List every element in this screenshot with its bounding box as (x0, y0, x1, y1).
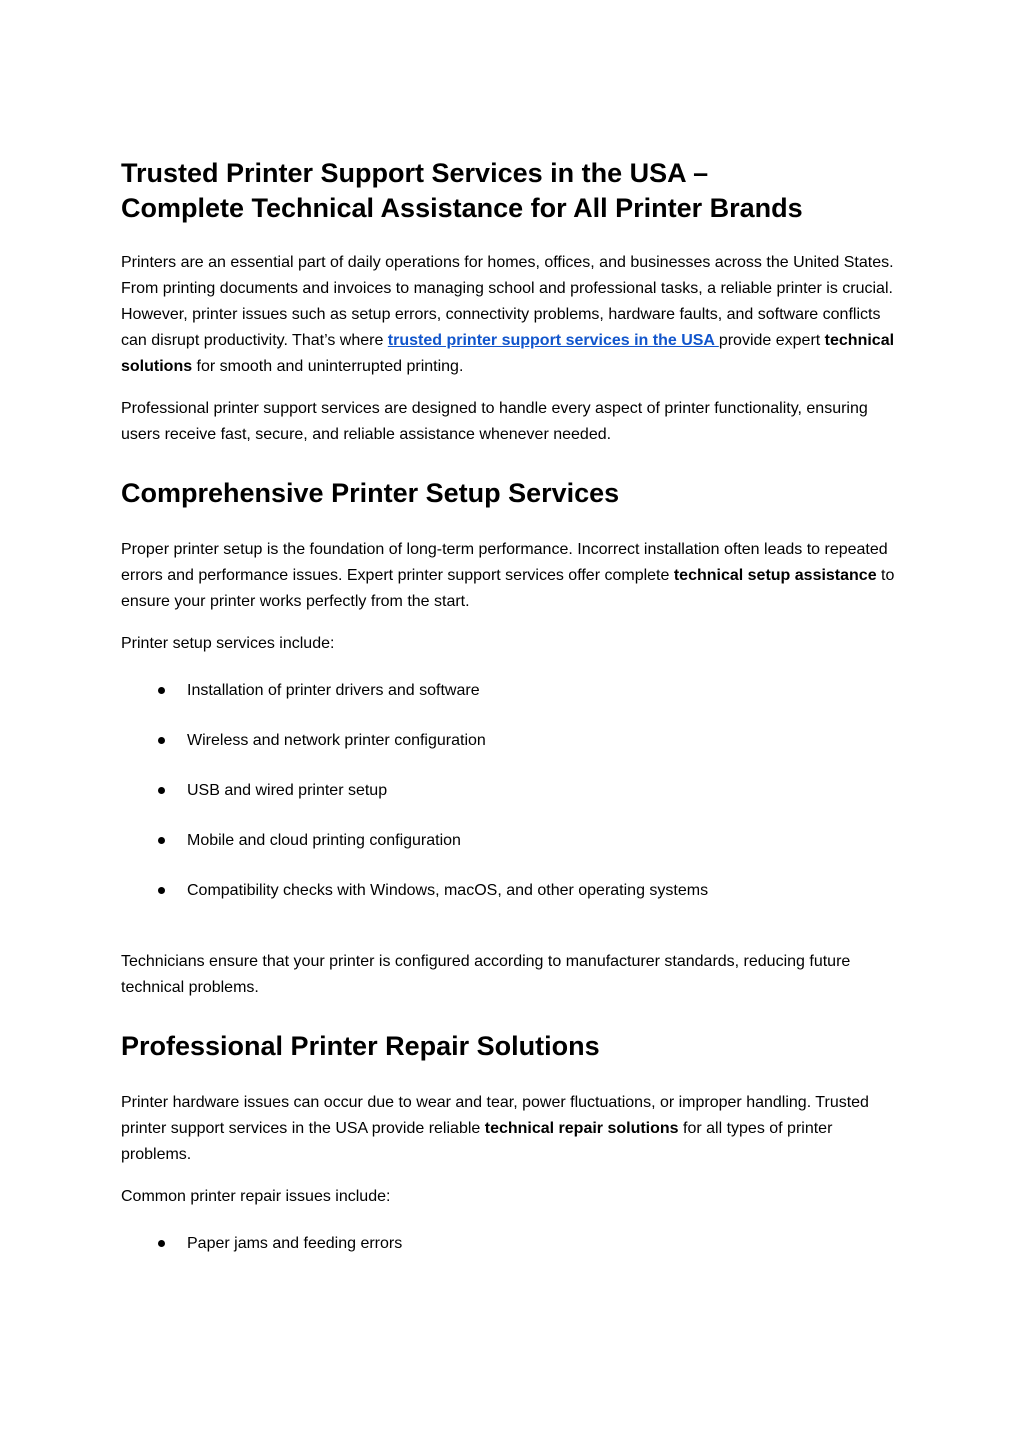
list-item-text: USB and wired printer setup (187, 782, 388, 799)
bold-run: technical setup assistance (673, 567, 877, 584)
list-item (121, 728, 903, 754)
list-item (121, 828, 903, 854)
list-item (121, 878, 903, 904)
text-run: for smooth and uninterrupted printing. (192, 358, 464, 375)
list-item-text: Compatibility checks with Windows, macOS, and other operating systems (187, 882, 709, 899)
repair-issues-list (121, 1231, 903, 1257)
bullet-icon (158, 837, 165, 844)
text-run: to ensure your printer works perfectly from the start. (121, 567, 895, 610)
setup-list-intro: Printer setup services include: (121, 635, 335, 652)
list-item (121, 678, 903, 704)
bullet-icon (158, 1240, 165, 1247)
bullet-icon (158, 787, 165, 794)
list-item-text: Mobile and cloud printing configuration (187, 832, 461, 849)
list-item (121, 1231, 903, 1257)
list-item (121, 778, 903, 804)
list-item-text: Wireless and network printer configuration (187, 732, 486, 749)
setup-paragraph (121, 537, 903, 615)
text-run: Printers are an essential part of daily operations for homes, offices, and businesses across the United States. From printing documents and invoices to managing school and professional tasks, a reliable printer is crucial. However, printer issues such as setup errors, connectivity problems, hardware faults, and software conflicts can disrupt productivity. That’s where (121, 254, 894, 349)
overview-paragraph: Professional printer support services are designed to handle every aspect of printer functionality, ensuring users receive fast, secure, and reliable assistance whenever needed. (121, 400, 868, 443)
text-run: Printer hardware issues can occur due to wear and tear, power fluctuations, or improper handling. Trusted printer support services in the USA provide reliable (121, 1094, 869, 1137)
repair-list-intro: Common printer repair issues include: (121, 1188, 391, 1205)
printer-support-services-link[interactable]: trusted printer support services in the USA (387, 332, 719, 349)
bullet-icon (158, 887, 165, 894)
bold-run: technical solutions (121, 332, 895, 375)
document-title (121, 156, 903, 226)
setup-services-list (121, 678, 903, 904)
list-item-text: Installation of printer drivers and software (187, 682, 480, 699)
bullet-icon (158, 687, 165, 694)
technicians-paragraph: Technicians ensure that your printer is configured according to manufacturer standards, reducing future technical problems. (121, 953, 851, 996)
intro-paragraph (121, 250, 903, 380)
section-heading-repair: Professional Printer Repair Solutions (121, 1031, 600, 1061)
text-run: provide expert (718, 332, 825, 349)
title-line-2: Complete Technical Assistance for All Printer Brands (121, 193, 803, 223)
bullet-icon (158, 737, 165, 744)
text-run: Proper printer setup is the foundation of long-term performance. Incorrect installation often leads to repeated errors and performance issues. Expert printer support services offer complete (121, 541, 888, 584)
list-item-text: Paper jams and feeding errors (187, 1235, 403, 1252)
bold-run: technical repair solutions (484, 1120, 679, 1137)
text-run: for all types of printer problems. (121, 1120, 833, 1163)
section-heading-setup: Comprehensive Printer Setup Services (121, 478, 620, 508)
repair-paragraph (121, 1090, 903, 1168)
title-line-1: Trusted Printer Support Services in the USA – (121, 158, 709, 188)
